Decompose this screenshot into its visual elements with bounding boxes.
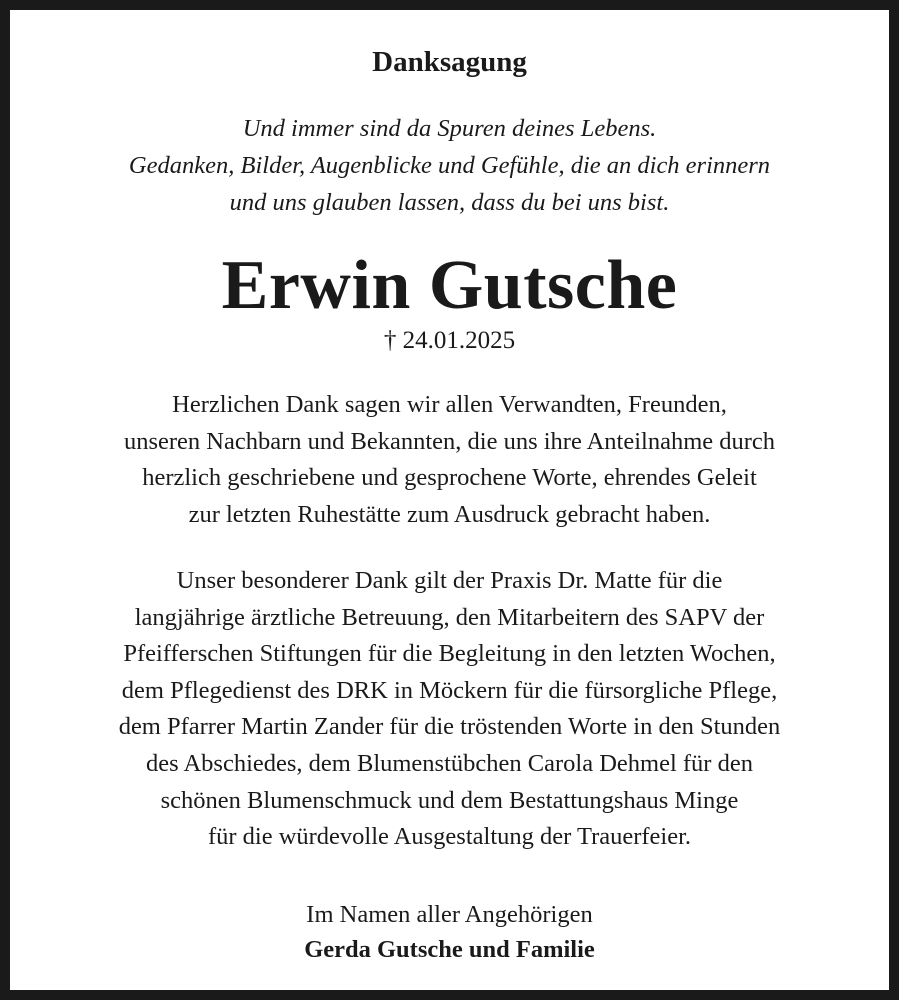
paragraph-line: herzlich geschriebene und gesprochene Worte, ehrendes Geleit (142, 464, 757, 492)
paragraph-line: dem Pfarrer Martin Zander für die tröstenden Worte in den Stunden (118, 713, 781, 741)
paragraph-line: zur letzten Ruhestätte zum Ausdruck gebracht haben. (188, 500, 711, 528)
paragraph-line: für die würdevolle Ausgestaltung der Trauerfeier. (207, 823, 692, 851)
paragraph-line: Pfeifferschen Stiftungen für die Begleitung in den letzten Wochen, (123, 640, 776, 668)
closing (10, 897, 889, 967)
paragraph-line: unseren Nachbarn und Bekannten, die uns ihre Anteilnahme durch (123, 427, 776, 455)
paragraph-line: Unser besonderer Dank gilt der Praxis Dr. Matte für die (176, 567, 723, 594)
paragraph-line: langjährige ärztliche Betreuung, den Mitarbeitern des SAPV der (134, 603, 765, 631)
poem-line: und uns glauben lassen, dass du bei uns bist. (229, 189, 670, 216)
signature: Gerda Gutsche und Familie (304, 936, 595, 963)
paragraph-line: des Abschiedes, dem Blumenstübchen Carola Dehmel für den (146, 749, 753, 777)
poem (10, 110, 889, 221)
paragraph-line: dem Pflegedienst des DRK in Möckern für die fürsorgliche Pflege, (121, 676, 778, 704)
thanks-paragraph (10, 387, 889, 533)
death-date: † 24.01.2025 (383, 327, 516, 354)
poem-line: Und immer sind da Spuren deines Lebens. (242, 115, 657, 142)
closing-line: Im Namen aller Angehörigen (306, 901, 593, 928)
notice-heading: Danksagung (372, 46, 527, 78)
paragraph-line: schönen Blumenschmuck und dem Bestattungshaus Minge (160, 786, 739, 814)
deceased-name: Erwin Gutsche (221, 247, 678, 324)
special-thanks-paragraph (10, 563, 889, 856)
paragraph-line: Herzlichen Dank sagen wir allen Verwandten, Freunden, (172, 391, 727, 418)
poem-line: Gedanken, Bilder, Augenblicke und Gefühle, die an dich erinnern (128, 152, 771, 179)
